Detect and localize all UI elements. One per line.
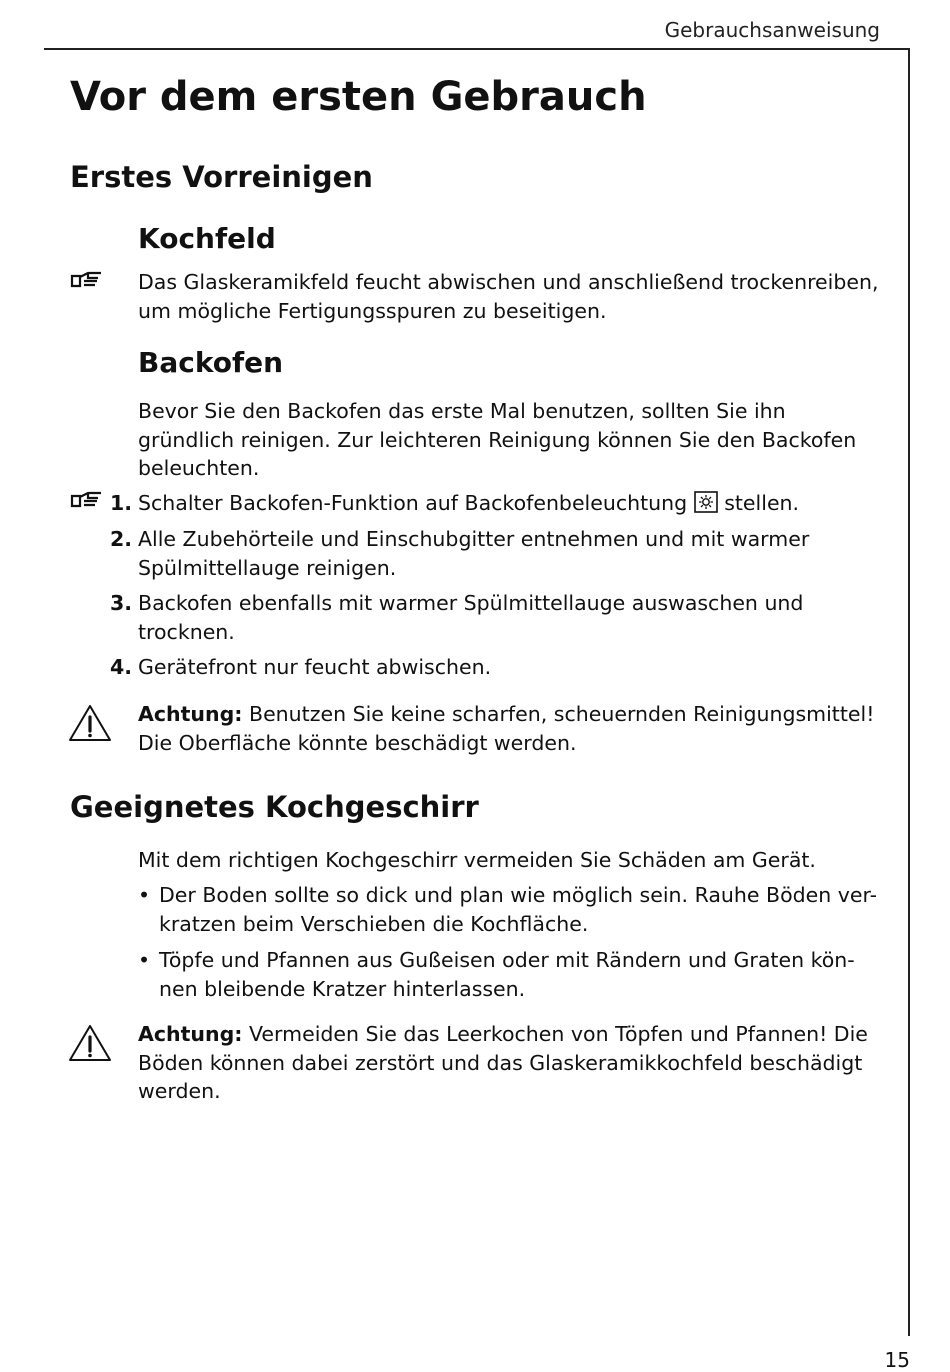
text-line: werden. [138, 1079, 221, 1103]
warning-backofen [138, 700, 883, 757]
text-line: beleuchten. [138, 456, 260, 480]
step-number: 3. [109, 591, 132, 615]
warning-label: Achtung: [138, 702, 243, 726]
bullet-icon: • [138, 883, 151, 907]
step-text: Schalter Backofen-Funktion auf Backofenbeleuchtung [138, 491, 688, 515]
running-header: Gebrauchsanweisung [664, 18, 880, 42]
text-line: um mögliche Fertigungsspuren zu beseitigen. [138, 298, 607, 323]
warning-triangle-icon [68, 1024, 112, 1066]
bullet-icon: • [138, 948, 151, 972]
backofen-intro [138, 397, 883, 483]
list-item [138, 946, 883, 1003]
side-rule [908, 48, 910, 1336]
text-line: kratzen beim Verschieben die Kochfläche. [159, 911, 589, 936]
text-line [138, 700, 883, 729]
text-line [138, 1020, 883, 1049]
list-item [138, 881, 883, 938]
text-line: Böden können dabei zerstört und das Glaskeramikkochfeld beschädigt [138, 1050, 863, 1075]
pointing-hand-icon [70, 270, 104, 298]
text-line: Alle Zubehörteile und Einschubgitter entnehmen und mit warmer [138, 527, 810, 551]
text-line: nen bleibende Kratzer hinterlassen. [159, 976, 526, 1001]
step-number: 2. [109, 527, 132, 551]
kochgeschirr-intro: Mit dem richtigen Kochgeschirr vermeiden Sie Schäden am Gerät. [138, 848, 816, 872]
text-line: gründlich reinigen. Zur leichteren Reinigung können Sie den Backofen [138, 427, 857, 452]
text-line: Spülmittellauge reinigen. [138, 555, 397, 580]
step-4 [138, 653, 883, 682]
oven-lamp-icon [694, 491, 718, 521]
text-line: Backofen ebenfalls mit warmer Spülmittellauge auswaschen und [138, 591, 804, 615]
text-line: Bevor Sie den Backofen das erste Mal benutzen, sollten Sie ihn [138, 399, 786, 423]
step-2 [138, 525, 883, 582]
text-line: Gerätefront nur feucht abwischen. [138, 655, 492, 679]
step-number: 4. [109, 655, 132, 679]
step-1 [138, 489, 883, 521]
subheading-backofen: Backofen [138, 346, 284, 379]
warning-kochgeschirr [138, 1020, 883, 1106]
section-heading-kochgeschirr: Geeignetes Kochgeschirr [70, 790, 479, 824]
step-3 [138, 589, 883, 646]
text-line: trocknen. [138, 619, 235, 644]
warning-label: Achtung: [138, 1022, 243, 1046]
page-title: Vor dem ersten Gebrauch [70, 74, 647, 120]
page-number: 15 [884, 1348, 910, 1372]
subheading-kochfeld: Kochfeld [138, 222, 276, 255]
kochfeld-instruction [138, 268, 883, 325]
warning-triangle-icon [68, 704, 112, 746]
step-text: stellen. [724, 491, 800, 515]
step-number: 1. [109, 491, 132, 515]
header-rule [44, 48, 910, 50]
text-line: Töpfe und Pfannen aus Gußeisen oder mit Rändern und Graten kön- [159, 948, 855, 972]
text-line: Das Glaskeramikfeld feucht abwischen und anschließend trockenreiben, [138, 270, 879, 294]
section-heading-vorreinigen: Erstes Vorreinigen [70, 160, 373, 194]
text-line: Der Boden sollte so dick und plan wie möglich sein. Rauhe Böden ver- [159, 883, 878, 907]
warning-text: Benutzen Sie keine scharfen, scheuernden Reinigungsmittel! [242, 702, 875, 726]
warning-text: Vermeiden Sie das Leerkochen von Töpfen und Pfannen! Die [242, 1022, 868, 1046]
text-line: Die Oberfläche könnte beschädigt werden. [138, 730, 577, 755]
